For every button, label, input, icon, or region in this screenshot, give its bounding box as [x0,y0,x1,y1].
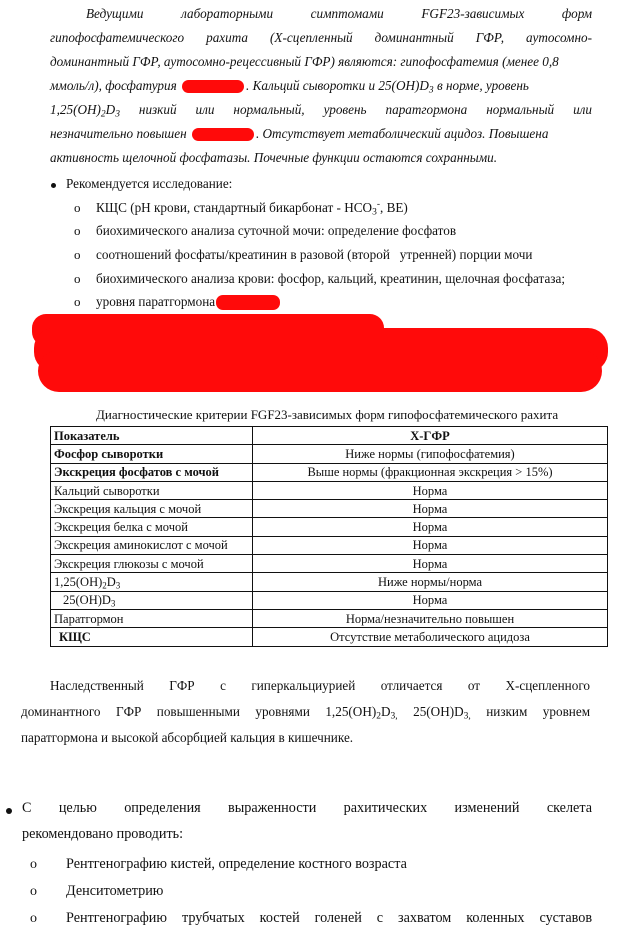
word: захватом [398,910,452,926]
label-cell: Экскреция кальция с мочой [51,500,253,518]
table-row [51,609,608,627]
para1-line2 [50,30,592,46]
subscript: 3, [390,711,398,722]
table-caption: Диагностические критерии FGF23-зависимых форм гипофосфатемического рахита [96,407,559,422]
text: уровня паратгормона [96,294,216,309]
value-cell: Ниже нормы (гипофосфатемия) [253,445,608,463]
word: или [195,102,215,117]
recommend-item-5 [96,294,280,310]
word: гипофосфатемического [50,30,185,45]
bullet-dot [6,808,12,814]
label-cell: Экскреция белка с мочой [51,518,253,536]
recommend-heading: Рекомендуется исследование: [66,176,233,191]
word: голеней [314,910,362,926]
label-cell: КЩС [51,628,253,646]
table-row [51,445,608,463]
word: нормальный, [233,102,305,117]
circle-bullet-icon: o [74,294,81,309]
word: Рентгенографию [66,910,168,926]
label-cell: Фосфор сыворотки [51,445,253,463]
circle-bullet-icon: o [30,911,37,926]
text: 1,25(OH) [54,575,103,590]
text: , BE) [379,200,408,215]
word: Наследственный [50,678,144,693]
text: КЩС (pH крови, стандартный бикарбонат - HCO [96,200,373,215]
subscript: 3, [463,711,471,722]
text: 25(OH)D [63,593,111,608]
value-cell: Ниже нормы/норма [253,573,608,591]
para2-line2 [21,704,590,720]
bottom-item-2: Денситометрию [66,883,164,899]
para1-line4 [50,78,529,94]
bottom-item-1: Рентгенографию кистей, определение костного возраста [66,856,407,872]
bottom-line2: рекомендовано проводить: [22,826,184,842]
word: отличается [380,678,443,693]
value-cell: Отсутствие метаболического ацидоза [253,628,608,646]
word: ГФР, [475,30,505,45]
table-row [51,591,608,609]
text: незначительно повышен [50,126,187,141]
word: уровнями [255,704,310,719]
para2-line1 [50,678,590,694]
word: повышенными [156,704,240,719]
word: уровнем [542,704,591,719]
subscript: 2 [376,711,381,722]
recommend-item-2: биохимического анализа суточной мочи: определение фосфатов [96,223,457,238]
subscript: 3 [372,207,377,218]
para1-line1 [86,6,592,22]
word: нормальный [486,102,555,117]
para2-line3: паратгормона и высокой абсорбцией кальция в кишечнике. [21,730,354,745]
word: трубчатых [181,910,245,926]
formula [325,704,398,722]
para1-line6 [50,126,548,142]
word: аутосомно- [526,30,592,45]
word: коленных [466,910,525,926]
word: паратгормона [385,102,468,117]
word: доминантного [21,704,101,719]
word: целью [58,800,97,816]
word: Ведущими [86,6,144,21]
word: низким [486,704,528,719]
circle-bullet-icon: o [74,223,81,238]
bottom-item-3 [66,910,592,927]
value-cell: Норма [253,518,608,536]
value-cell: Норма [253,481,608,499]
table-row [51,463,608,481]
value-cell: Норма [253,555,608,573]
subscript: 2 [102,580,107,591]
text: D [106,575,116,590]
word: ГФР [115,704,142,719]
word: определения [124,800,201,816]
word: FGF23-зависимых [421,6,525,21]
para1-line7: активность щелочной фосфатазы. Почечные функции остаются сохранными. [50,150,498,165]
formula [413,704,471,722]
text: в норме, уровень [433,78,529,93]
text: D [381,704,391,719]
table-row [51,518,608,536]
subscript: 3 [115,580,121,591]
label-cell [51,573,253,591]
table-row [51,536,608,554]
formula [50,102,120,120]
redaction-mark [192,128,254,141]
word: скелета [546,800,593,816]
word: уровень [323,102,367,117]
para1-line3: доминантный ГФР, аутосомно-рецессивный ГФР) являются: гипофосфатемия (менее 0,8 [50,54,559,69]
value-cell: Норма [253,536,608,554]
value-cell: Норма/незначительно повышен [253,609,608,627]
subscript: 2 [100,109,106,120]
word: с [376,910,384,926]
table-header-row [51,427,608,445]
criteria-table [50,426,608,647]
circle-bullet-icon: o [30,857,37,872]
word: костей [259,910,300,926]
subscript: 3 [110,598,116,609]
word: симптомами [310,6,384,21]
word: гиперкальциурией [251,678,356,693]
superscript: - [376,199,380,210]
bottom-line1 [22,800,592,817]
value-cell: Выше нормы (фракционная экскреция > 15%) [253,463,608,481]
recommend-item-1 [96,200,408,216]
text: . Кальций сыворотки и 25(OH)D [246,78,429,93]
header-cell: Х-ГФР [253,427,608,445]
word: лабораторными [181,6,274,21]
word: ГФР [169,678,195,693]
value-cell: Норма [253,500,608,518]
circle-bullet-icon: o [30,884,37,899]
table-row [51,628,608,646]
subscript: 3 [428,85,434,96]
word: выраженности [228,800,317,816]
text: D [105,102,116,117]
word: Х-сцепленного [505,678,590,693]
word: С [22,800,32,816]
word: или [573,102,593,117]
para1-line5 [50,102,592,118]
redaction-block [38,350,602,392]
circle-bullet-icon: o [74,200,81,215]
bullet-dot [51,183,56,188]
text: ммоль/л), фосфатурия [50,78,177,93]
word: от [467,678,481,693]
subscript: 3 [115,109,120,120]
header-cell: Показатель [51,427,253,445]
table-row [51,500,608,518]
table-row [51,573,608,591]
label-cell [51,591,253,609]
label-cell: Кальций сыворотки [51,481,253,499]
redaction-mark [216,295,280,310]
word: (Х-сцепленный [270,30,353,45]
text: 1,25(OH) [50,102,101,117]
table-row [51,481,608,499]
label-cell: Экскреция глюкозы с мочой [51,555,253,573]
word: доминантный [374,30,454,45]
label-cell: Паратгормон [51,609,253,627]
word: изменений [454,800,520,816]
word: форм [561,6,593,21]
word: суставов [539,910,593,926]
recommend-item-3: соотношений фосфаты/креатинин в разовой (второй утренней) порции мочи [96,247,533,262]
word: низкий [138,102,177,117]
table-row [51,555,608,573]
recommend-item-4: биохимического анализа крови: фосфор, кальций, креатинин, щелочная фосфатаза; [96,271,566,286]
text: . Отсутствует метаболический ацидоз. Повышена [255,126,549,141]
text: 25(OH)D [413,704,464,719]
word: с [220,678,226,693]
redaction-mark [182,80,244,93]
value-cell: Норма [253,591,608,609]
text: 1,25(OH) [325,704,377,719]
word: рахитических [343,800,428,816]
label-cell: Экскреция фосфатов с мочой [51,463,253,481]
label-cell: Экскреция аминокислот с мочой [51,536,253,554]
word: рахита [206,30,249,45]
circle-bullet-icon: o [74,271,81,286]
circle-bullet-icon: o [74,247,81,262]
